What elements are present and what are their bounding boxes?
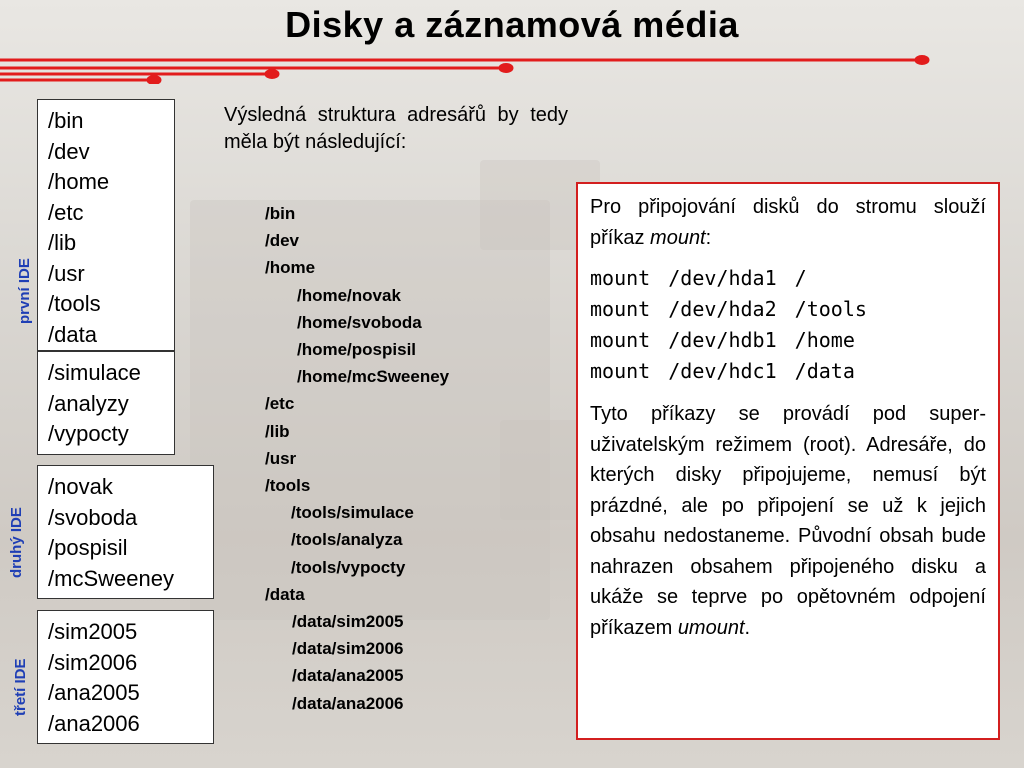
first-ide-label: první IDE [16,258,33,324]
directory-item: /home [48,169,110,194]
directory-item: /dev [48,138,90,164]
info-paragraph-2 [590,399,986,643]
info-text: : [705,226,712,249]
info-paragraph-1 [590,192,986,253]
directory-item: /tools [48,291,101,316]
mount-command-line: mount /dev/hda1 / [590,266,807,290]
tree-item: /home/pospisil [297,340,417,360]
mount-command-line: mount /dev/hdb1 /home [590,328,855,352]
decorative-red-lines [0,54,1024,84]
third-ide-box [37,610,214,744]
directory-item: /mcSweeney [48,565,174,591]
directory-item: /simulace [48,360,141,385]
mount-commands [590,263,986,387]
directory-item: /etc [48,199,84,225]
directory-item: /usr [48,260,85,286]
directory-item: /bin [48,108,84,133]
directory-item: /vypocty [48,421,129,446]
tree-item: /home/svoboda [297,312,422,332]
third-ide-label: třetí IDE [12,658,29,716]
directory-item: /ana2006 [48,710,140,736]
tree-item: /home/mcSweeney [297,367,450,387]
tree-item: /tools/simulace [291,503,414,523]
tree-item: /data/sim2006 [292,639,404,659]
info-panel [576,182,1000,740]
mount-command-name: mount [650,226,706,249]
mount-command-line: mount /dev/hdc1 /data [590,359,855,383]
tree-item: /home/novak [297,285,401,305]
directory-item: /sim2005 [48,619,138,644]
directory-item: /data [48,321,97,347]
tree-item: /tools [265,476,311,496]
umount-command-name: umount [677,616,745,639]
directory-item: /svoboda [48,504,138,530]
directory-item: /novak [48,474,113,499]
tree-item: /data/ana2006 [292,693,404,713]
tree-item: /bin [265,204,296,223]
tree-item: /etc [265,394,295,414]
tree-item: /dev [265,231,300,251]
directory-item: /ana2005 [48,680,140,705]
tree-item: /usr [265,448,297,468]
info-text: Tyto příkazy se provádí pod super-uživatelským režimem (root). Adresáře, do kterých disky připojujeme, nemusí být prázdné, ale po připojení se už k jejich obsahu nedostaneme. Původní obsah bude nahrazen obsahem připojeného disku a ukáže se teprve po opětovném odpojení příkazem [590,403,986,639]
directory-item: /analyzy [48,390,129,416]
tree-item: /data/sim2005 [292,612,404,632]
tree-item: /tools/vypocty [291,557,406,577]
directory-item: /sim2006 [48,649,138,675]
info-text: . [744,616,751,639]
tree-item: /tools/analyza [291,530,403,550]
info-text: Pro připojování disků do stromu slouží příkaz [590,196,986,249]
directory-tree [265,200,449,717]
first-ide-box-tools [37,351,175,455]
directory-item: /pospisil [48,535,128,560]
slide-title: Disky a záznamová média [285,4,739,45]
intro-text: Výsledná struktura adresářů by tedy měla být následující: [224,104,568,153]
second-ide-box [37,465,214,599]
tree-item: /data/ana2005 [292,666,404,686]
tree-item: /data [265,584,305,604]
tree-item: /home [265,258,316,278]
second-ide-label: druhý IDE [8,507,25,578]
mount-command-line: mount /dev/hda2 /tools [590,297,867,321]
first-ide-box-root [37,99,175,351]
directory-item: /lib [48,230,77,255]
tree-item: /lib [265,421,290,441]
